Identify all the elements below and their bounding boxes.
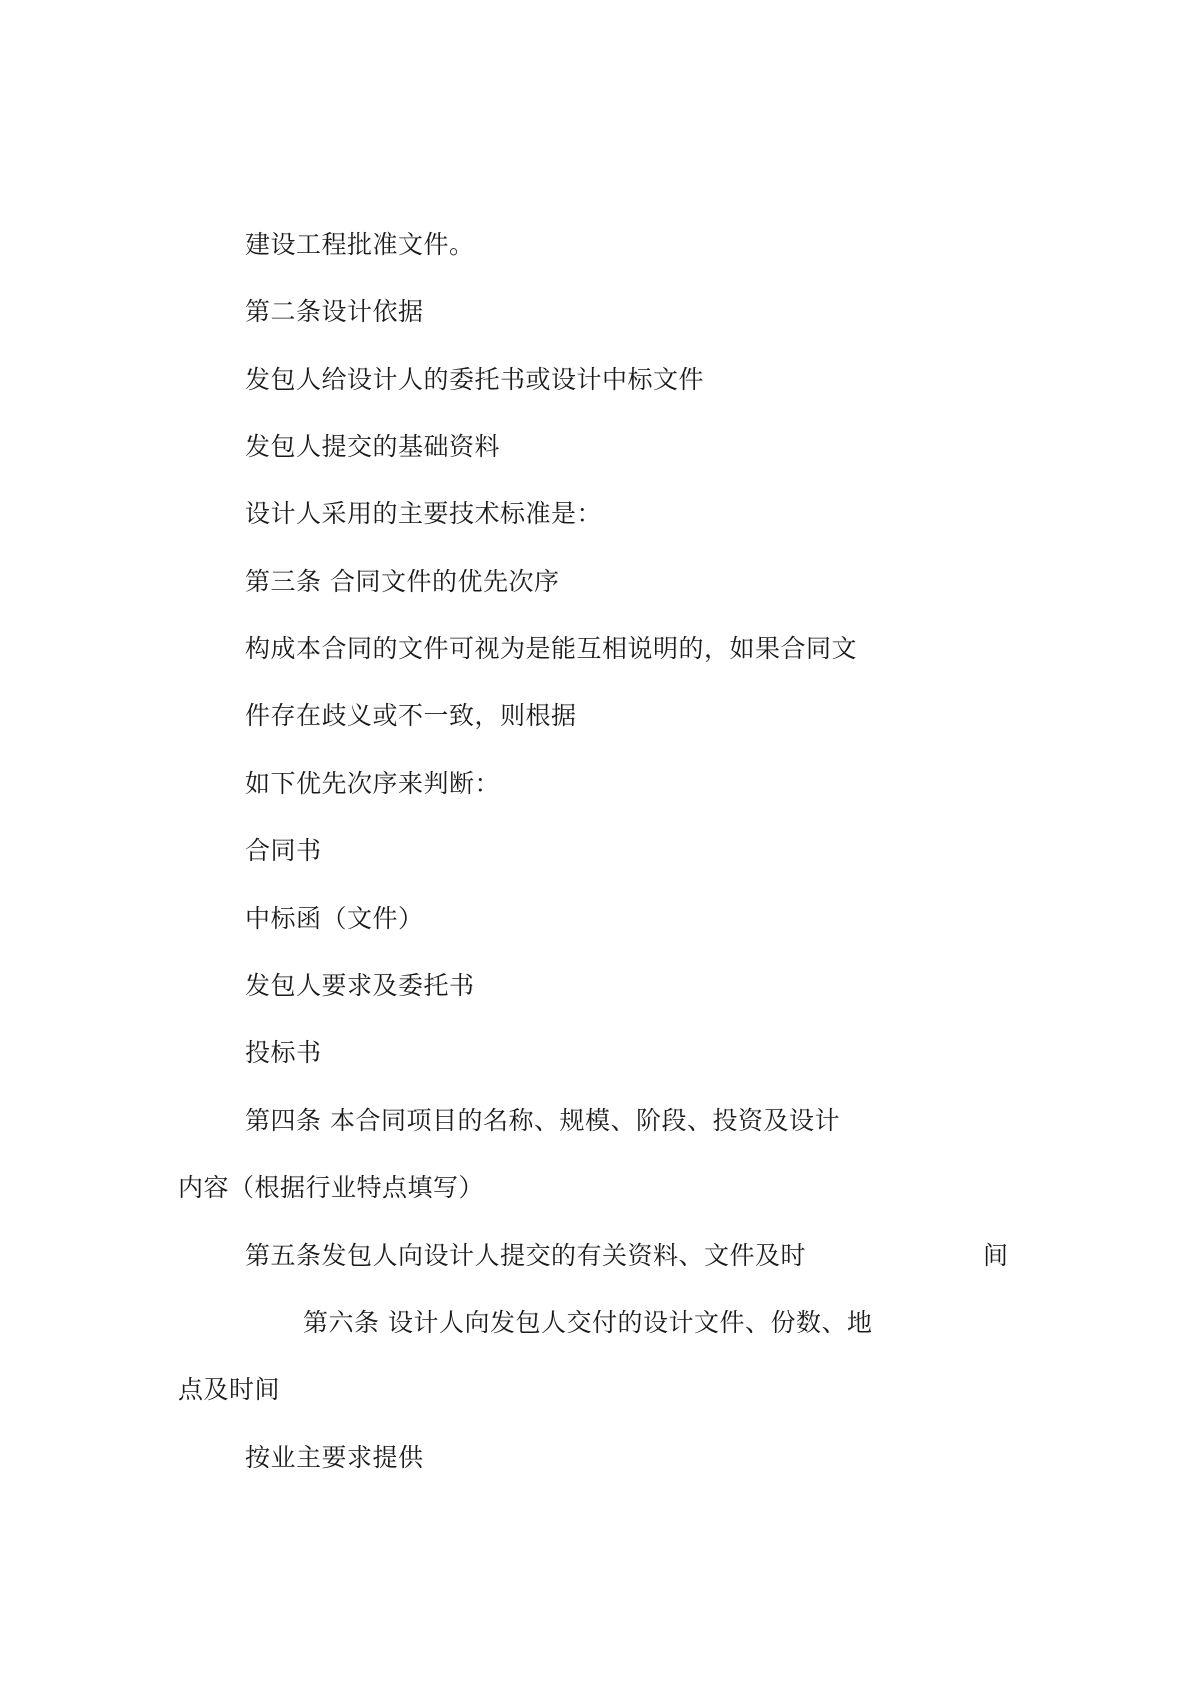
text-line: 点及时间 [178, 1375, 281, 1404]
text-line: 发包人提交的基础资料 [245, 432, 501, 461]
text-fragment: 间 [983, 1241, 1009, 1270]
list-item: 发包人要求及委托书 [245, 971, 475, 1000]
list-item: 投标书 [245, 1038, 322, 1067]
section-heading: 第三条 合同文件的优先次序 [245, 567, 560, 596]
section-heading: 第四条 本合同项目的名称、规模、阶段、投资及设计 [245, 1106, 840, 1135]
section-heading: 第六条 设计人向发包人交付的设计文件、份数、地 [303, 1308, 873, 1337]
text-line: 设计人采用的主要技术标准是： [245, 499, 603, 528]
text-line: 构成本合同的文件可视为是能互相说明的，如果合同文 [245, 634, 858, 663]
text-line: 内容（根据行业特点填写） [178, 1173, 485, 1202]
section-heading: 第二条设计依据 [245, 297, 424, 326]
text-line: 件存在歧义或不一致，则根据 [245, 701, 577, 730]
text-line: 如下优先次序来判断： [245, 769, 501, 798]
list-item: 合同书 [245, 836, 322, 865]
list-item: 中标函（文件） [245, 904, 424, 933]
text-line: 按业主要求提供 [245, 1443, 424, 1472]
section-heading: 第五条发包人向设计人提交的有关资料、文件及时 [245, 1241, 807, 1270]
text-line: 建设工程批准文件。 [245, 230, 475, 259]
text-line: 发包人给设计人的委托书或设计中标文件 [245, 365, 705, 394]
